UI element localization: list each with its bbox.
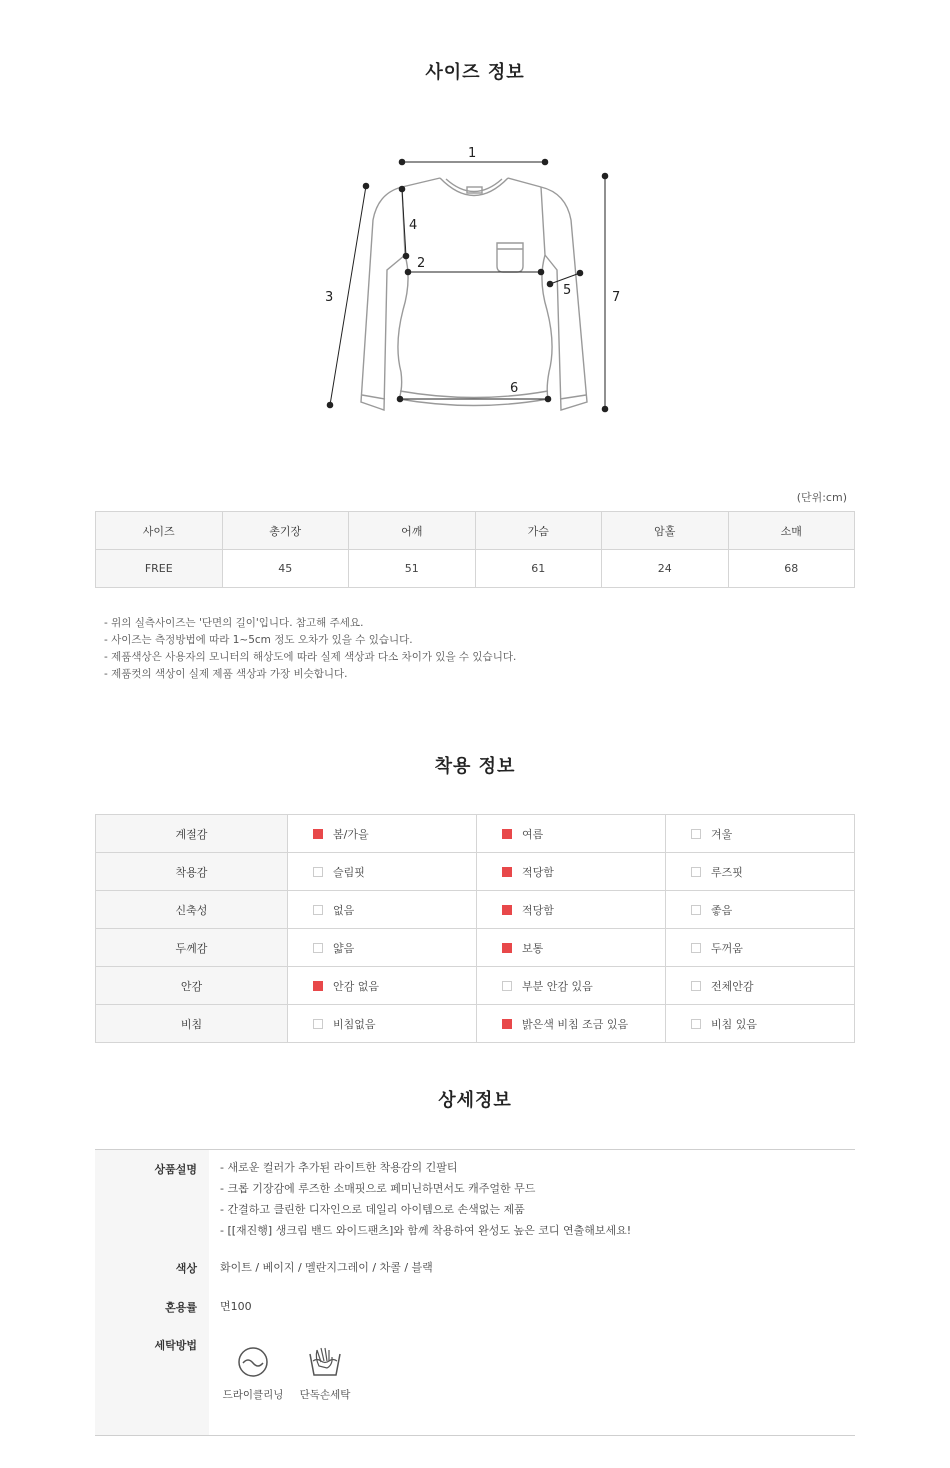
fit-option-label: 전체안감	[711, 979, 754, 993]
fit-option	[288, 929, 477, 967]
description-line: - 새로운 컬러가 추가된 라이트한 착용감의 긴팔티	[220, 1161, 458, 1174]
fit-option-label: 적당함	[522, 865, 554, 879]
fit-option	[288, 1005, 477, 1043]
size-note: - 위의 실측사이즈는 '단면의 길이'입니다. 참고해 주세요.	[104, 617, 364, 629]
unit-label: (단위:cm)	[796, 491, 847, 504]
fit-option	[288, 967, 477, 1005]
size-cell: 68	[728, 550, 855, 588]
checkbox-empty-icon	[313, 867, 323, 877]
size-table-header-row	[96, 512, 855, 550]
fit-option-label: 밝은색 비침 조금 있음	[522, 1017, 629, 1031]
checkbox-checked-icon	[502, 829, 512, 839]
fit-option-label: 슬림핏	[333, 865, 365, 879]
fit-row	[96, 1005, 855, 1043]
material-value: 면100	[220, 1300, 252, 1313]
tshirt-measurement-diagram	[0, 0, 950, 440]
hand-wash-icon	[307, 1344, 343, 1380]
measure-label-7: 7	[612, 290, 621, 305]
fit-option-label: 루즈핏	[711, 865, 743, 879]
checkbox-empty-icon	[691, 905, 701, 915]
wash-item-label: 단독손세탁	[299, 1389, 351, 1401]
wash-item-hand-wash	[293, 1344, 357, 1402]
fit-row-label: 안감	[96, 967, 288, 1005]
dry-clean-icon	[235, 1344, 271, 1380]
size-header: 총기장	[222, 512, 349, 550]
detail-section-title: 상세정보	[438, 1090, 512, 1111]
description-line: - 크롭 기장감에 루즈한 소매핏으로 페미닌하면서도 캐주얼한 무드	[220, 1182, 536, 1195]
fit-option	[477, 815, 666, 853]
size-header: 사이즈	[96, 512, 223, 550]
wash-item-dry-clean	[221, 1344, 285, 1402]
fit-option-label: 없음	[333, 903, 355, 917]
checkbox-empty-icon	[313, 905, 323, 915]
color-value: 화이트 / 베이지 / 멜란지그레이 / 차콜 / 블랙	[220, 1261, 433, 1274]
description-list	[220, 1157, 631, 1241]
checkbox-empty-icon	[691, 943, 701, 953]
fit-row	[96, 929, 855, 967]
fit-section-title: 착용 정보	[434, 756, 516, 777]
material-label: 혼용률	[165, 1301, 197, 1314]
fit-option	[288, 815, 477, 853]
measure-label-2: 2	[417, 256, 426, 271]
fit-option-label: 비침 있음	[711, 1017, 758, 1031]
fit-option-label: 겨울	[711, 827, 733, 841]
fit-option	[666, 891, 855, 929]
size-cell: 61	[475, 550, 602, 588]
fit-option-label: 두꺼움	[711, 941, 743, 955]
size-table-row	[96, 550, 855, 588]
size-note: - 제품컷의 색상이 실제 제품 색상과 가장 비슷합니다.	[104, 668, 348, 680]
fit-option-label: 부분 안감 있음	[522, 979, 593, 993]
checkbox-checked-icon	[502, 905, 512, 915]
fit-option	[477, 1005, 666, 1043]
checkbox-empty-icon	[691, 829, 701, 839]
measure-label-6: 6	[510, 381, 519, 396]
fit-option	[477, 967, 666, 1005]
measure-label-5: 5	[563, 283, 572, 298]
size-header: 암홀	[602, 512, 729, 550]
fit-row	[96, 815, 855, 853]
size-table	[95, 511, 855, 588]
checkbox-checked-icon	[313, 829, 323, 839]
fit-option	[666, 815, 855, 853]
fit-option-label: 적당함	[522, 903, 554, 917]
size-header: 소매	[728, 512, 855, 550]
description-line: - 간결하고 클린한 디자인으로 데일리 아이템으로 손색없는 제품	[220, 1203, 525, 1216]
fit-option	[477, 853, 666, 891]
fit-row	[96, 967, 855, 1005]
fit-option-label: 비침없음	[333, 1017, 376, 1031]
fit-row	[96, 891, 855, 929]
fit-row-label: 신축성	[96, 891, 288, 929]
fit-option-label: 보통	[522, 941, 544, 955]
size-notes	[104, 615, 516, 683]
fit-option-label: 여름	[522, 827, 544, 841]
size-cell: 45	[222, 550, 349, 588]
fit-option	[477, 929, 666, 967]
fit-table	[95, 814, 855, 1043]
fit-option	[666, 967, 855, 1005]
wash-item-label: 드라이클리닝	[222, 1389, 284, 1401]
fit-option	[666, 1005, 855, 1043]
size-note: - 사이즈는 측정방법에 따라 1~5cm 정도 오차가 있을 수 있습니다.	[104, 634, 413, 646]
checkbox-empty-icon	[502, 981, 512, 991]
fit-row-label: 계절감	[96, 815, 288, 853]
detail-label-column	[95, 1150, 209, 1435]
checkbox-checked-icon	[502, 943, 512, 953]
size-section-title: 사이즈 정보	[425, 62, 525, 83]
fit-option	[666, 929, 855, 967]
size-header: 가슴	[475, 512, 602, 550]
fit-option-label: 봄/가을	[333, 827, 369, 841]
detail-panel	[95, 1149, 855, 1436]
measure-label-1: 1	[468, 146, 477, 161]
fit-row	[96, 853, 855, 891]
fit-option-label: 안감 없음	[333, 979, 380, 993]
fit-option	[477, 891, 666, 929]
checkbox-checked-icon	[502, 867, 512, 877]
measure-label-3: 3	[325, 290, 334, 305]
size-cell: 51	[349, 550, 476, 588]
measure-label-4: 4	[409, 218, 418, 233]
description-line: - [[재진행] 생크림 밴드 와이드팬츠]와 함께 착용하여 완성도 높은 코디 연출해보세요!	[220, 1224, 632, 1237]
description-label: 상품설명	[154, 1163, 197, 1176]
size-cell: 24	[602, 550, 729, 588]
fit-option-label: 얇음	[333, 941, 355, 955]
size-note: - 제품색상은 사용자의 모니터의 해상도에 따라 실제 색상과 다소 차이가 있을 수 있습니다.	[104, 651, 517, 663]
checkbox-empty-icon	[313, 1019, 323, 1029]
checkbox-checked-icon	[502, 1019, 512, 1029]
size-cell: FREE	[96, 550, 223, 588]
checkbox-empty-icon	[313, 943, 323, 953]
fit-row-label: 비침	[96, 1005, 288, 1043]
checkbox-empty-icon	[691, 867, 701, 877]
wash-label: 세탁방법	[154, 1339, 197, 1352]
checkbox-empty-icon	[691, 1019, 701, 1029]
fit-option	[288, 853, 477, 891]
color-label: 색상	[175, 1262, 197, 1275]
fit-row-label: 착용감	[96, 853, 288, 891]
fit-option	[288, 891, 477, 929]
fit-option-label: 좋음	[711, 903, 733, 917]
fit-option	[666, 853, 855, 891]
size-header: 어깨	[349, 512, 476, 550]
checkbox-empty-icon	[691, 981, 701, 991]
checkbox-checked-icon	[313, 981, 323, 991]
fit-row-label: 두께감	[96, 929, 288, 967]
